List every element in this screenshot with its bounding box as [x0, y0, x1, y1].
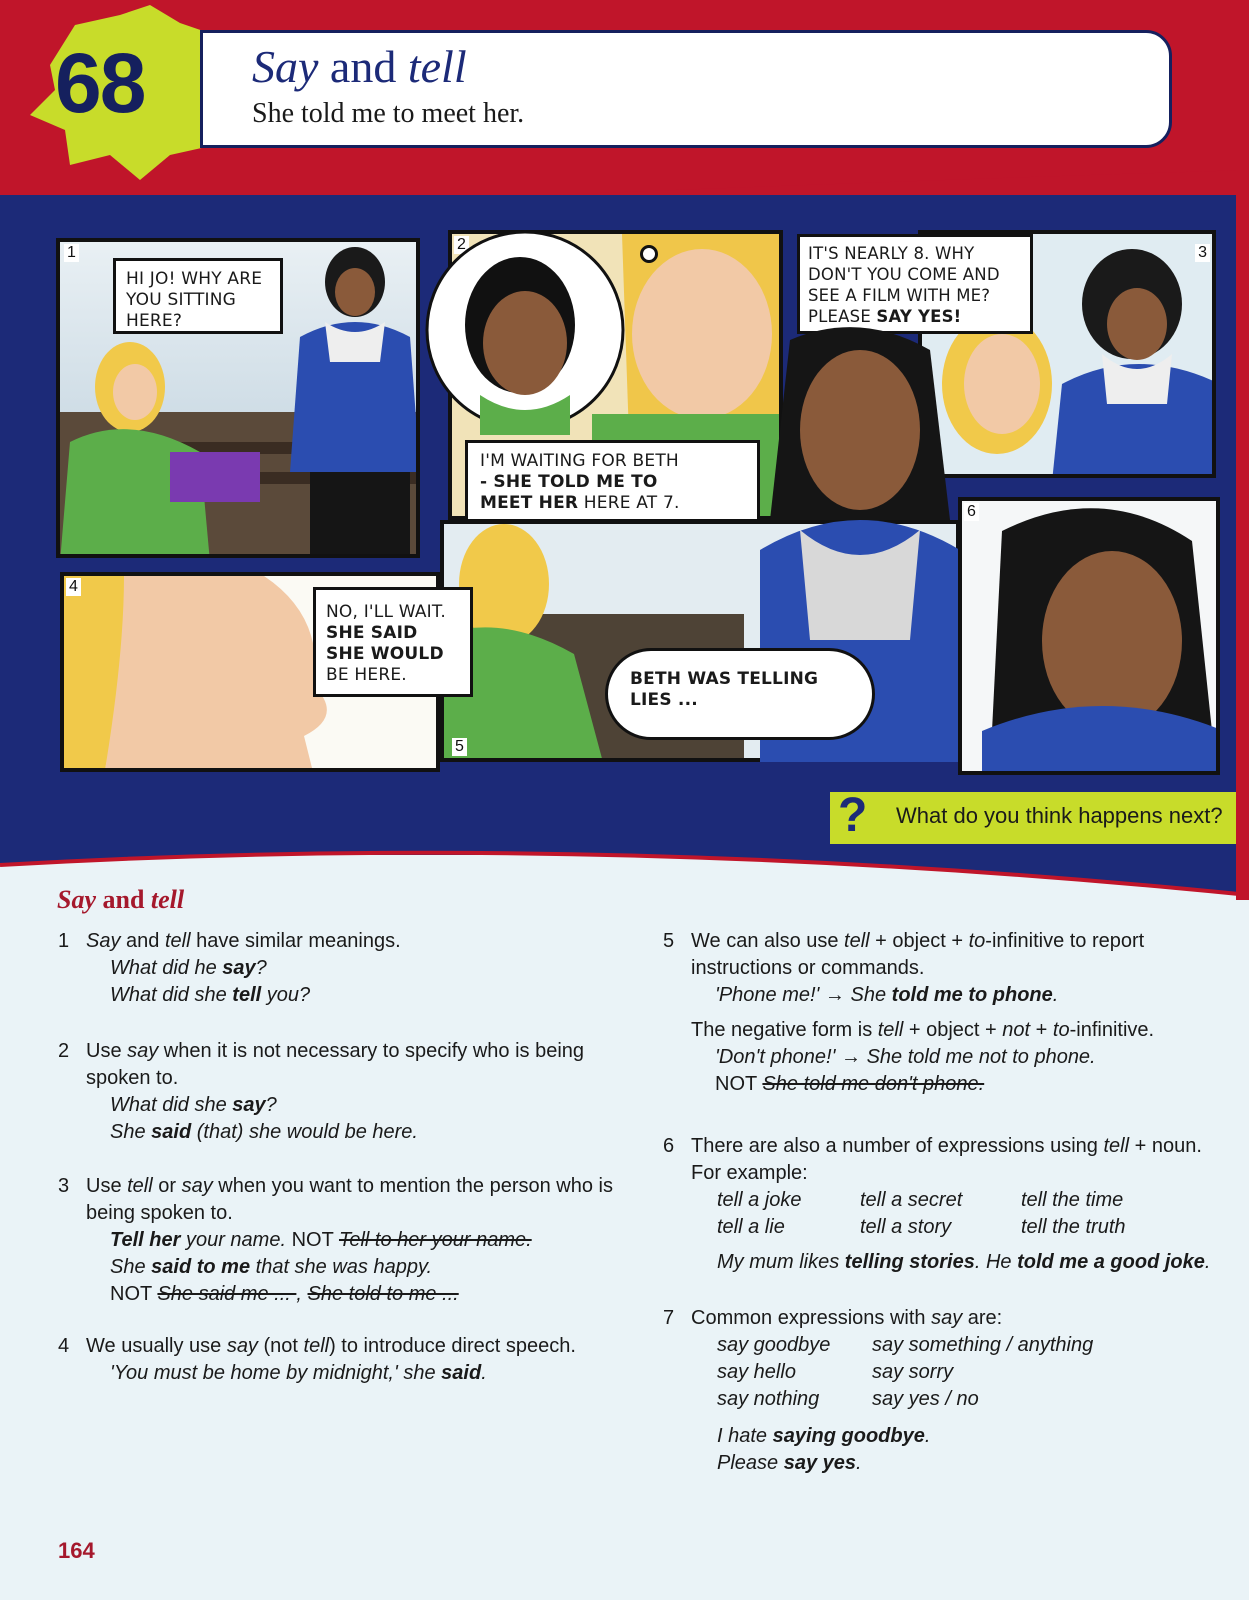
bubble-3-bold: SAY YES!	[876, 307, 962, 326]
r5-to: to	[968, 930, 986, 952]
r2-c: when it is not necessary to specify who is being spoken to.	[86, 1040, 585, 1089]
r2-say: say	[127, 1040, 159, 1062]
r4-example-1	[110, 1360, 638, 1387]
r6-expr-5: tell a story	[860, 1216, 952, 1238]
r2-a: Use	[86, 1040, 128, 1062]
question-icon: ?	[838, 789, 868, 842]
r6-c: + noun. For example:	[691, 1135, 1202, 1184]
r5-example-1	[715, 982, 1218, 1009]
r1-ex1-a: What did he	[110, 957, 223, 979]
r5-neg-a: The negative form is	[691, 1019, 878, 1041]
r5-neg-c: + object +	[903, 1019, 1003, 1041]
r5-example-2	[715, 1044, 1218, 1071]
r7-expr-1: say goodbye	[717, 1334, 831, 1356]
r5-example-3	[715, 1071, 1218, 1098]
bubble-2-rest: HERE AT 7.	[578, 493, 680, 513]
thought-bubble-5	[605, 648, 875, 740]
r3-ex2-a: She	[110, 1256, 152, 1278]
r4-say: say	[226, 1335, 258, 1357]
r1-ex2-c: you?	[261, 984, 311, 1006]
speech-bubble-2	[465, 440, 760, 522]
r5-ex2-c: She told me not to phone.	[866, 1046, 1096, 1068]
r2-ex1-c: ?	[265, 1094, 277, 1116]
bubble-4-line-1: NO, I'LL WAIT.	[326, 602, 447, 622]
r7-example-1	[717, 1423, 1218, 1450]
bubble-5-rest: LIES ...	[630, 690, 698, 710]
bubble-5-bold-2: WAS TELLING	[687, 669, 819, 689]
r6-ex-c: . He	[974, 1251, 1018, 1273]
r2-ex2-a: She	[110, 1121, 152, 1143]
r3-ex1-b: your name.	[180, 1229, 292, 1251]
r4-ex1-c: .	[481, 1362, 487, 1384]
speech-bubble-1: HI JO! WHY ARE YOU SITTING HERE?	[113, 258, 283, 334]
panel-number-6: 6	[964, 503, 979, 521]
r1-ex2-b: tell	[232, 984, 262, 1006]
r1-text: have similar meanings.	[190, 930, 401, 952]
r6-ex-a: My mum likes	[717, 1251, 845, 1273]
r2-ex1-a: What did she	[110, 1094, 233, 1116]
r2-ex2-b: said	[151, 1121, 192, 1143]
r7-example-2	[717, 1450, 1218, 1477]
r3-say: say	[181, 1175, 213, 1197]
r5-neg-e: +	[1030, 1019, 1053, 1041]
r3-ex1-not: NOT	[291, 1229, 339, 1251]
r5-ex2-a: 'Don't phone!'	[715, 1046, 836, 1068]
r5-ex3-wrong: She told me don't phone.	[762, 1073, 985, 1095]
rule-4-number: 4	[58, 1335, 70, 1357]
r2-example-2	[110, 1119, 638, 1146]
r7-expr-3: say hello	[717, 1361, 796, 1383]
panel-number-4: 4	[66, 578, 81, 596]
rule-3	[58, 1173, 618, 1308]
r5-ex1-a: 'Phone me!'	[715, 984, 820, 1006]
thought-dot	[640, 245, 658, 263]
r5-neg-g: -infinitive.	[1069, 1019, 1155, 1041]
heading-say: Say	[57, 885, 96, 914]
speech-bubble-4	[313, 587, 473, 697]
speech-bubble-3	[797, 234, 1033, 334]
r3-ex1-a: Tell her	[110, 1229, 181, 1251]
bubble-4-line-3: SHE WOULD	[326, 644, 444, 664]
r5-ex1-e: .	[1052, 984, 1059, 1006]
r7-ex1-a: I hate	[717, 1425, 773, 1447]
panel-number-5: 5	[452, 738, 467, 756]
r6-tell: tell	[1103, 1135, 1130, 1157]
bubble-5-bold: BETH	[630, 669, 688, 689]
thought-cloud-2	[420, 225, 630, 435]
r5-neg-to: to	[1052, 1019, 1070, 1041]
page-title	[252, 40, 467, 94]
panel-6-illustration	[962, 501, 1220, 775]
r3-ex2-c: that she was happy.	[250, 1256, 433, 1278]
r5-neg-not: not	[1002, 1019, 1031, 1041]
r7-ex1-c: .	[924, 1425, 931, 1447]
r5-ex1-d: told me to phone	[891, 984, 1053, 1006]
unit-number: 68	[55, 36, 145, 130]
r3-ex3-not: NOT	[110, 1283, 158, 1305]
bubble-4-line-2: SHE SAID	[326, 623, 418, 643]
r4-tell: tell	[303, 1335, 330, 1357]
r7-c: are:	[962, 1307, 1003, 1329]
r3-tell: tell	[127, 1175, 153, 1197]
comic-bottom-curve	[0, 835, 1249, 905]
r3-ex3-wrong2: She told to me ...	[307, 1283, 459, 1305]
r6-ex-e: .	[1204, 1251, 1211, 1273]
panel-number-1: 1	[64, 244, 79, 262]
r7-ex2-c: .	[856, 1452, 862, 1474]
rule-2	[58, 1038, 638, 1146]
r3-ex1-wrong: Tell to her your name.	[338, 1229, 532, 1251]
r7-say: say	[931, 1307, 963, 1329]
r5-ex3-not: NOT	[715, 1073, 763, 1095]
r6-expr-4: tell a lie	[717, 1216, 785, 1238]
r6-expr-3: tell the time	[1021, 1189, 1124, 1211]
question-text: What do you think happens next?	[896, 803, 1223, 828]
page-subtitle: She told me to meet her.	[252, 98, 525, 129]
r3-a: Use	[86, 1175, 128, 1197]
r5-negative	[691, 1017, 1218, 1044]
rule-6-number: 6	[663, 1135, 675, 1157]
r5-e: -infinitive to report instructions or commands.	[691, 930, 1145, 979]
panel-number-3: 3	[1195, 244, 1210, 262]
heading-and: and	[96, 885, 151, 914]
r6-expressions	[717, 1187, 1218, 1241]
heading-tell: tell	[150, 885, 185, 914]
bubble-2-bold: MEET HER	[480, 493, 579, 513]
rule-6	[663, 1133, 1218, 1276]
rule-4	[58, 1333, 638, 1387]
section-heading	[57, 885, 184, 915]
bubble-2-line-1: I'M WAITING FOR BETH	[480, 451, 679, 471]
r5-a: We can also use	[691, 930, 845, 952]
title-and: and	[318, 41, 408, 92]
rule-1	[58, 928, 638, 1009]
r3-ex3-wrong1: She said me ...	[157, 1283, 297, 1305]
r6-ex-b: telling stories	[844, 1251, 975, 1273]
r4-ex1-b: said	[441, 1362, 482, 1384]
r5-c: + object +	[869, 930, 969, 952]
panel-number-2: 2	[454, 236, 469, 254]
r6-expr-2: tell a secret	[860, 1189, 963, 1211]
rule-2-number: 2	[58, 1040, 70, 1062]
r1-example-2	[110, 982, 638, 1009]
r7-expr-6: say yes / no	[872, 1388, 979, 1410]
r1-ex1-c: ?	[255, 957, 267, 979]
r7-expressions	[717, 1332, 1218, 1413]
r1-say: Say	[86, 930, 121, 952]
r4-ex1-a: 'You must be home by midnight,' she	[110, 1362, 442, 1384]
r6-expr-1: tell a joke	[717, 1189, 802, 1211]
rule-5	[663, 928, 1218, 1098]
right-edge-red	[1236, 0, 1249, 900]
r1-and: and	[120, 930, 165, 952]
r5-ex1-c: She	[850, 984, 892, 1006]
r4-e: ) to introduce direct speech.	[329, 1335, 576, 1357]
r4-c: (not	[257, 1335, 304, 1357]
r7-a: Common expressions with	[691, 1307, 932, 1329]
r5-tell: tell	[844, 930, 870, 952]
bubble-3-text: IT'S NEARLY 8. WHY DON'T YOU COME AND SEE A FILM WITH ME? PLEASE	[808, 244, 1000, 326]
r1-tell: tell	[164, 930, 191, 952]
r7-ex1-b: saying goodbye	[772, 1425, 925, 1447]
comic-panel-6	[958, 497, 1220, 775]
page-number: 164	[58, 1538, 95, 1563]
rule-1-number: 1	[58, 930, 70, 952]
r3-example-3	[110, 1281, 618, 1308]
rule-3-number: 3	[58, 1175, 70, 1197]
title-say: Say	[252, 41, 319, 92]
r1-example-1	[110, 955, 638, 982]
r6-example	[717, 1249, 1218, 1276]
r6-ex-d: told me a good joke	[1017, 1251, 1205, 1273]
r7-expr-5: say nothing	[717, 1388, 820, 1410]
bubble-4-line-4: BE HERE.	[326, 665, 407, 685]
rule-7-number: 7	[663, 1307, 675, 1329]
r2-example-1	[110, 1092, 638, 1119]
r2-ex2-c: (that) she would be here.	[191, 1121, 418, 1143]
r7-ex2-a: Please	[717, 1452, 784, 1474]
r3-example-1	[110, 1227, 618, 1254]
r4-a: We usually use	[86, 1335, 227, 1357]
r1-ex2-a: What did she	[110, 984, 233, 1006]
bubble-2-line-2: - SHE TOLD ME TO	[480, 472, 658, 492]
r3-c: or	[152, 1175, 182, 1197]
title-tell: tell	[407, 41, 467, 92]
rule-5-number: 5	[663, 930, 675, 952]
r7-ex2-b: say yes	[783, 1452, 857, 1474]
r1-ex1-b: say	[222, 957, 256, 979]
r3-ex3-comma: ,	[296, 1283, 308, 1305]
arrow-icon: →	[835, 1046, 867, 1068]
r3-e: when you want to mention the person who is being spoken to.	[86, 1175, 613, 1224]
r3-example-2	[110, 1254, 618, 1281]
r2-ex1-b: say	[232, 1094, 266, 1116]
r7-expr-4: say sorry	[872, 1361, 954, 1383]
arrow-icon: →	[819, 984, 851, 1006]
rule-7	[663, 1305, 1218, 1477]
r3-ex2-b: said to me	[151, 1256, 251, 1278]
r6-a: There are also a number of expressions using	[691, 1135, 1104, 1157]
r7-expr-2: say something / anything	[872, 1334, 1094, 1356]
r5-neg-tell: tell	[877, 1019, 904, 1041]
r6-expr-6: tell the truth	[1021, 1216, 1126, 1238]
